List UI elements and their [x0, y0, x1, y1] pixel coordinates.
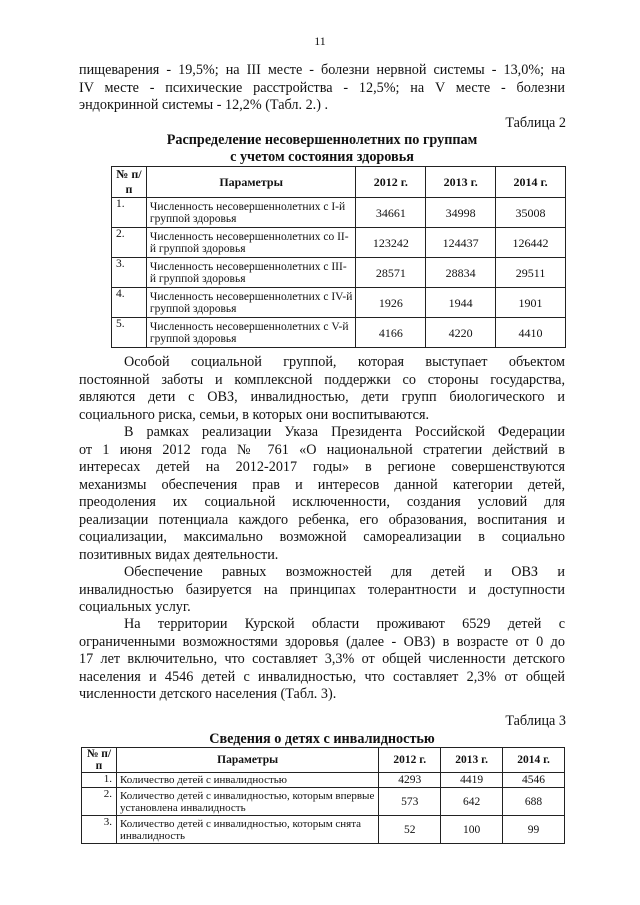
row-number: 2.	[82, 788, 117, 816]
table-header-row	[82, 748, 565, 773]
paragraph-equal-opportunities	[79, 564, 565, 617]
text-line: На территории Курской области проживают 6529 детей с	[124, 616, 565, 632]
value-2012: 4166	[356, 318, 426, 348]
paragraph-social-group	[79, 354, 565, 424]
value-2014: 688	[503, 788, 565, 816]
value-2013: 4419	[441, 773, 503, 788]
value-2013: 124437	[426, 228, 496, 258]
value-2012: 28571	[356, 258, 426, 288]
value-2013: 100	[441, 816, 503, 844]
table2-title-line: Распределение несовершеннолетних по группам	[166, 132, 478, 148]
text-line: Обеспечение равных возможностей для детей и ОВЗ и	[124, 564, 565, 580]
table-row	[112, 288, 566, 318]
table-row	[82, 788, 565, 816]
value-2014: 99	[503, 816, 565, 844]
text-line: позитивных видах деятельности.	[79, 546, 279, 563]
column-header-2014: 2014 г.	[496, 167, 566, 198]
text-line: преодоления их социальной исключенности, создания условий для	[79, 494, 565, 510]
text-line: численности детского населения (Табл. 3).	[79, 686, 337, 702]
column-header-2013: 2013 г.	[426, 167, 496, 198]
column-header-2012: 2012 г.	[356, 167, 426, 198]
row-number: 4.	[112, 288, 147, 318]
value-2012: 123242	[356, 228, 426, 258]
column-header-parameters: Параметры	[146, 167, 355, 198]
value-2014: 4546	[503, 773, 565, 788]
column-header-2014: 2014 г.	[503, 748, 565, 773]
paragraph-kursk-region	[79, 616, 565, 704]
text-line: ограниченными возможностями здоровья (далее - ОВЗ) в возрасте от 0 до	[79, 633, 565, 650]
table3	[81, 747, 565, 844]
row-parameter: Численность несовершеннолетних с V-й группой здоровья	[146, 318, 355, 348]
value-2012: 4293	[379, 773, 441, 788]
row-parameter: Численность несовершеннолетних с III-й группой здоровья	[146, 258, 355, 288]
table3-title: Сведения о детях с инвалидностью	[209, 731, 435, 747]
table-row	[82, 816, 565, 844]
text-line: населения и 4546 детей с инвалидностью, что составляет 2,3% от общей	[79, 668, 565, 685]
text-line: пищеварения - 19,5%; на III месте - болезни нервной системы - 13,0%; на	[79, 62, 565, 78]
row-parameter: Численность несовершеннолетних с I-й группой здоровья	[146, 198, 355, 228]
text-line: интересах детей на 2012-2017 годы» в регионе совершенствуются	[79, 459, 565, 475]
value-2014: 126442	[496, 228, 566, 258]
text-line: инвалидностью базируется на принципах толерантности и доступности	[79, 581, 565, 598]
value-2012: 34661	[356, 198, 426, 228]
text-line: постоянной заботы и комплексной поддержки со стороны государства,	[79, 371, 565, 388]
row-parameter: Количество детей с инвалидностью, которым снята инвалидность	[116, 816, 378, 844]
table-row	[82, 773, 565, 788]
column-header-2013: 2013 г.	[441, 748, 503, 773]
value-2012: 52	[379, 816, 441, 844]
value-2014: 35008	[496, 198, 566, 228]
column-header-parameters: Параметры	[116, 748, 378, 773]
text-line: 17 лет включительно, что составляет 3,3% от общей численности детского	[79, 651, 565, 667]
text-line: реализации потенциала каждого ребенка, его образования, воспитания и	[79, 511, 565, 528]
column-header-number: № п/п	[112, 167, 147, 198]
row-parameter: Численность несовершеннолетних со II-й группой здоровья	[146, 228, 355, 258]
table2	[111, 166, 566, 348]
value-2013: 28834	[426, 258, 496, 288]
column-header-number: № п/п	[82, 748, 117, 773]
table2-title	[79, 132, 565, 166]
row-parameter: Численность несовершеннолетних с IV-й группой здоровья	[146, 288, 355, 318]
value-2013: 642	[441, 788, 503, 816]
value-2014: 29511	[496, 258, 566, 288]
value-2012: 573	[379, 788, 441, 816]
value-2013: 4220	[426, 318, 496, 348]
table-row	[112, 198, 566, 228]
text-line: механизмы обеспечения прав и интересов данной категории детей,	[79, 476, 565, 493]
table-row	[112, 228, 566, 258]
table2-title-line: с учетом состояния здоровья	[230, 149, 414, 165]
text-line: являются дети с ОВЗ, инвалидностью, дети групп биологического и	[79, 389, 565, 405]
text-line: В рамках реализации Указа Президента Российской Федерации	[124, 424, 565, 440]
value-2013: 34998	[426, 198, 496, 228]
row-number: 1.	[82, 773, 117, 788]
table2-label: Таблица 2	[505, 115, 566, 131]
text-line: социального риска, семьи, в которых они воспитываются.	[79, 406, 430, 423]
value-2014: 4410	[496, 318, 566, 348]
paragraph-decree	[79, 424, 565, 564]
page-number: 11	[314, 34, 326, 48]
value-2014: 1901	[496, 288, 566, 318]
value-2012: 1926	[356, 288, 426, 318]
value-2013: 1944	[426, 288, 496, 318]
table-row	[112, 258, 566, 288]
table-row	[112, 318, 566, 348]
row-parameter: Количество детей с инвалидностью, которым впервые установлена инвалидность	[116, 788, 378, 816]
row-number: 1.	[112, 198, 147, 228]
text-line: эндокринной системы - 12,2% (Табл. 2.) .	[79, 97, 329, 113]
table3-label: Таблица 3	[505, 713, 566, 729]
text-line: социальных услуг.	[79, 599, 191, 615]
text-line: IV месте - психические расстройства - 12,5%; на V месте - болезни	[79, 79, 565, 96]
row-number: 5.	[112, 318, 147, 348]
column-header-2012: 2012 г.	[379, 748, 441, 773]
text-line: социализации, максимально возможной самореализации в социально	[79, 529, 565, 545]
intro-paragraph	[79, 62, 565, 115]
row-number: 3.	[112, 258, 147, 288]
table-header-row	[112, 167, 566, 198]
text-line: от 1 июня 2012 года № 761 «О национальной стратегии действий в	[79, 441, 565, 458]
row-number: 2.	[112, 228, 147, 258]
row-number: 3.	[82, 816, 117, 844]
text-line: Особой социальной группой, которая выступает объектом	[124, 354, 565, 370]
row-parameter: Количество детей с инвалидностью	[116, 773, 378, 788]
